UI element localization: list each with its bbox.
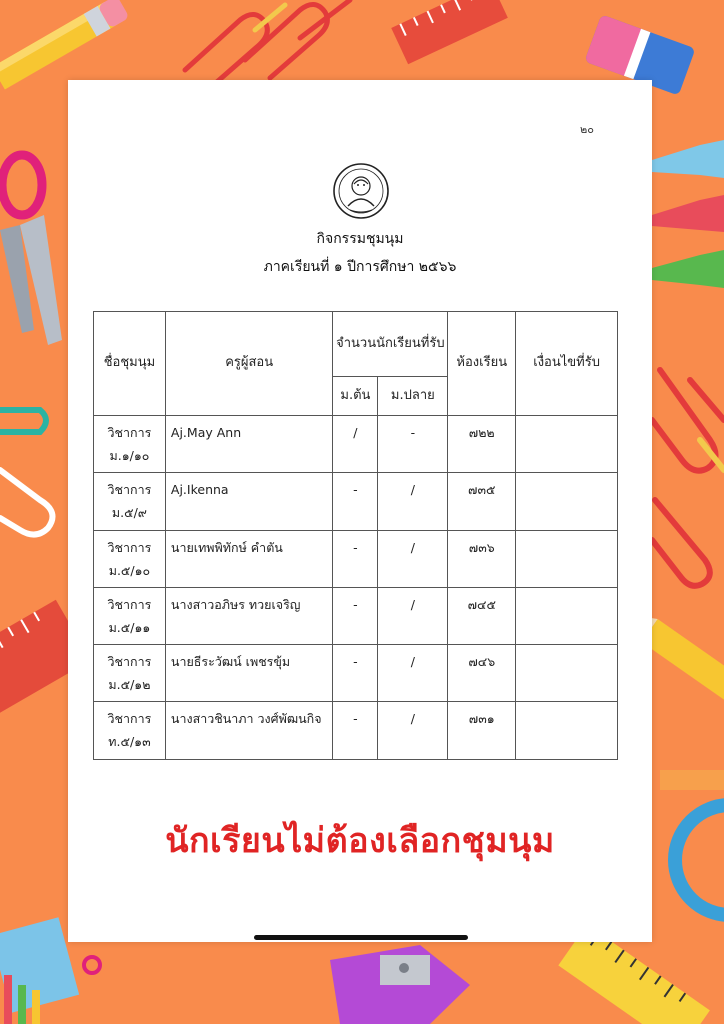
condition-cell: [516, 473, 618, 530]
upper-secondary-cell: /: [378, 645, 448, 702]
club-name-cell: วิชาการ ม.๕/๙: [94, 473, 166, 530]
header-classroom: ห้องเรียน: [448, 312, 516, 416]
condition-cell: [516, 587, 618, 644]
school-seal-icon: [332, 162, 390, 220]
table-row: [94, 702, 618, 759]
paper-clip-icon: [652, 370, 724, 586]
paper-clip-icon: [185, 0, 350, 88]
document-title: กิจกรรมชุมนุม: [316, 231, 404, 247]
teacher-cell: Aj.May Ann: [165, 416, 333, 473]
club-table: [93, 311, 618, 760]
paper-clip-icon: [0, 410, 53, 535]
club-name-cell: วิชาการ ม.๑/๑๐: [94, 416, 166, 473]
club-name-cell: วิชาการ ม.๕/๑๑: [94, 587, 166, 644]
classroom-cell: ๗๒๒: [448, 416, 516, 473]
club-name-cell: วิชาการ ม.๕/๑๒: [94, 645, 166, 702]
table-row: [94, 587, 618, 644]
condition-cell: [516, 416, 618, 473]
table-row: [94, 530, 618, 587]
upper-secondary-cell: /: [378, 702, 448, 759]
teacher-cell: นางสาวชินาภา วงศ์พัฒนกิจ: [165, 702, 333, 759]
lower-secondary-cell: -: [333, 645, 378, 702]
notice-banner: นักเรียนไม่ต้องเลือกชุมนุม: [165, 821, 555, 861]
protractor-icon: [660, 780, 724, 915]
header-students-accepted: จำนวนนักเรียนที่รับ: [333, 312, 448, 377]
sharpener-icon: [330, 945, 470, 1024]
classroom-cell: ๗๓๕: [448, 473, 516, 530]
table-row: [94, 416, 618, 473]
upper-secondary-cell: -: [378, 416, 448, 473]
header-teacher: ครูผู้สอน: [165, 312, 333, 416]
lower-secondary-cell: -: [333, 473, 378, 530]
condition-cell: [516, 530, 618, 587]
lower-secondary-cell: -: [333, 530, 378, 587]
header-conditions: เงื่อนไขที่รับ: [516, 312, 618, 416]
condition-cell: [516, 645, 618, 702]
lower-secondary-cell: -: [333, 587, 378, 644]
upper-secondary-cell: /: [378, 530, 448, 587]
document-subtitle: ภาคเรียนที่ ๑ ปีการศึกษา ๒๕๖๖: [263, 259, 457, 275]
ruler-icon: [391, 0, 508, 64]
lower-secondary-cell: /: [333, 416, 378, 473]
upper-secondary-cell: /: [378, 473, 448, 530]
scissors-icon: [0, 155, 62, 345]
classroom-cell: ๗๓๖: [448, 530, 516, 587]
teacher-cell: Aj.Ikenna: [165, 473, 333, 530]
teacher-cell: นายเทพพิทักษ์ คำตัน: [165, 530, 333, 587]
page-number: ๒๐: [580, 123, 594, 136]
classroom-cell: ๗๓๑: [448, 702, 516, 759]
club-name-cell: วิชาการ ท.๕/๑๓: [94, 702, 166, 759]
header-upper-secondary: ม.ปลาย: [378, 377, 448, 416]
header-club-name: ชื่อชุมนุม: [94, 312, 166, 416]
condition-cell: [516, 702, 618, 759]
lower-secondary-cell: -: [333, 702, 378, 759]
teacher-cell: นางสาวอภิษร ทวยเจริญ: [165, 587, 333, 644]
table-row: [94, 645, 618, 702]
header-lower-secondary: ม.ต้น: [333, 377, 378, 416]
teacher-cell: นายธีระวัฒน์ เพชรขุ้ม: [165, 645, 333, 702]
home-indicator-bar[interactable]: [254, 935, 468, 940]
table-row: [94, 473, 618, 530]
document-page: [68, 80, 652, 942]
classroom-cell: ๗๔๖: [448, 645, 516, 702]
upper-secondary-cell: /: [378, 587, 448, 644]
pencil-icon: [0, 0, 130, 90]
crayon-icon: [652, 140, 724, 288]
classroom-cell: ๗๔๕: [448, 587, 516, 644]
club-name-cell: วิชาการ ม.๕/๑๐: [94, 530, 166, 587]
